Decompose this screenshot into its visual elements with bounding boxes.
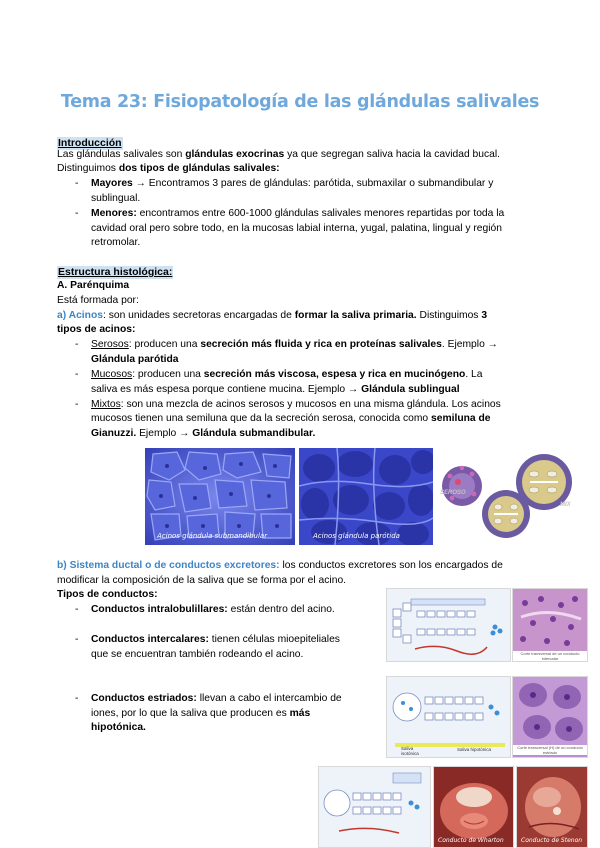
- mixtos-item-cont: mucosos tienen una semiluna que da la secreción serosa, conocida como semiluna de: [91, 413, 491, 424]
- acinos-diagram: [436, 452, 584, 545]
- caption-acinos-parotida: Acinos glándula parótida: [313, 532, 400, 540]
- list-dash: -: [75, 604, 79, 615]
- intralobulillares-item: Conductos intralobulillares: están dentro del acino.: [91, 604, 335, 615]
- intercalares-item: Conductos intercalares: tienen células mioepiteliales: [91, 634, 340, 645]
- caption-estriado: Corte transversal (H) de un conducto estriado: [513, 745, 587, 755]
- page-title: Tema 23: Fisiopatología de las glándulas salivales: [60, 92, 540, 112]
- tipos-conductos: Tipos de conductos:: [57, 589, 158, 600]
- list-dash: -: [75, 339, 79, 350]
- estriados-item: Conductos estriados: llevan a cabo el intercambio de: [91, 693, 342, 704]
- acinos-line: a) Acinos: son unidades secretoras encargadas de formar la saliva primaria. Distinguimos 3: [57, 310, 488, 321]
- label-mix: MIX: [560, 502, 571, 508]
- photo-stenon: [516, 766, 588, 848]
- mucosos-item: Mucosos: producen una secreción más viscosa, espesa y rica en mucinógeno. La: [91, 369, 483, 380]
- menores-item: Menores: encontramos entre 600-1000 glándulas salivales menores repartidas por toda la: [91, 208, 505, 219]
- histo-estriado: [512, 676, 588, 758]
- menores-item-cont: retromolar.: [91, 237, 141, 248]
- saliva-isotonica-label: Saliva isotónica: [401, 746, 419, 756]
- intro-paragraph: Las glándulas salivales son glándulas exocrinas ya que segregan saliva hacia la cavidad bucal.: [57, 149, 501, 160]
- intercalares-item-cont: que se encuentran también rodeando el acino.: [91, 649, 304, 660]
- list-dash: -: [75, 178, 79, 189]
- serosos-example: Glándula parótida: [91, 354, 179, 365]
- photo-wharton: [433, 766, 514, 848]
- acinos-submandibular-image: [145, 448, 295, 545]
- mixtos-item-cont: Gianuzzi. Ejemplo → Glándula submandibular.: [91, 428, 316, 439]
- caption-acinos-submandibular: Acinos glándula submandibular: [157, 532, 268, 540]
- estructura-heading: Estructura histológica:: [58, 266, 173, 278]
- mayores-item: Mayores → Encontramos 3 pares de glándulas: parótida, submaxilar o submandibular y: [91, 178, 494, 189]
- mixtos-item: Mixtos: son una mezcla de acinos serosos y mucosos en una misma glándula. Los acinos: [91, 399, 501, 410]
- diagram-intercalar: [386, 588, 511, 662]
- intro-types-line: Distinguimos dos tipos de glándulas salivales:: [57, 163, 280, 174]
- list-dash: -: [75, 369, 79, 380]
- list-dash: -: [75, 399, 79, 410]
- diagram-excretor: [318, 766, 431, 848]
- serosos-item: Serosos: producen una secreción más fluida y rica en proteínas salivales. Ejemplo →: [91, 339, 498, 350]
- acinos-parotida-image: [299, 448, 433, 545]
- estriados-item-cont: hipotónica.: [91, 722, 146, 733]
- acinos-types: tipos de acinos:: [57, 324, 136, 335]
- diagram-estriado: [386, 676, 511, 758]
- list-dash: -: [75, 634, 79, 645]
- formada-line: Está formada por:: [57, 295, 139, 306]
- saliva-hipotonica-label: Saliva hipotónica: [457, 747, 492, 752]
- estriados-item-cont: iones, por lo que la saliva que producen es más: [91, 708, 311, 719]
- ductal-line: b) Sistema ductal o de conductos excretores: los conductos excretores son los encargados de: [57, 560, 503, 571]
- label-seroso: SEROSO: [440, 490, 466, 496]
- mayores-item-cont: sublingual.: [91, 193, 141, 204]
- intro-heading: Introducción: [58, 137, 122, 149]
- ductal-line-cont: modificar la composición de la saliva que se forma por el acino.: [57, 575, 347, 586]
- parenquima-heading: A. Parénquima: [57, 280, 130, 291]
- list-dash: -: [75, 208, 79, 219]
- caption-intercalar: Corte transversal de un conducto intercalar: [513, 651, 587, 661]
- list-dash: -: [75, 693, 79, 704]
- histo-intercalar: [512, 588, 588, 662]
- caption-stenon: Conducto de Stenon: [521, 837, 583, 844]
- mucosos-example: saliva es más espesa porque contiene mucina. Ejemplo → Glándula sublingual: [91, 384, 460, 395]
- caption-wharton: Conducto de Wharton: [438, 837, 504, 844]
- menores-item-cont: cavidad oral pero sobre todo, en la mucosas labial interna, yugal, palatina, lingual y región: [91, 223, 502, 234]
